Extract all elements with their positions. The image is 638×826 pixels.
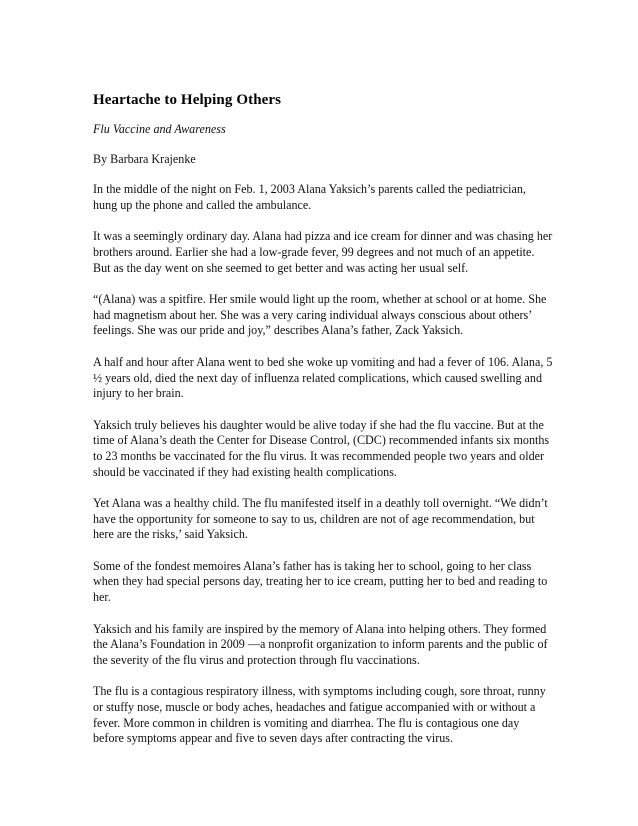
paragraph: Some of the fondest memoires Alana’s father has is taking her to school, going to her class when they had special persons day, treating her to ice cream, putting her to bed and reading to her. (93, 558, 548, 605)
paragraph: “(Alana) was a spitfire. Her smile would light up the room, whether at school or at home. She had magnetism about her. She was a very caring individual always conscious about others’ feelings. She was our pride and joy,” describes Alana’s father, Zack Yaksich. (93, 292, 547, 338)
document-page (93, 91, 553, 763)
paragraph: Yet Alana was a healthy child. The flu manifested itself in a deathly toll overnight. “We didn’t have the opportunity for someone to say to us, children are not of age recommendation, but here are the risks,’ said Yaksich. (93, 496, 548, 542)
paragraph: A half and hour after Alana went to bed she woke up vomiting and had a fever of 106. Alana, 5 ½ years old, died the next day of influenza related complications, which caused swelling and injury to her brain. (93, 354, 553, 401)
paragraph: Yaksich and his family are inspired by the memory of Alana into helping others. They formed the Alana’s Foundation in 2009 —a nonprofit organization to inform parents and the public of the severity of the flu virus and protection through flu vaccinations. (93, 621, 548, 667)
article-subtitle: Flu Vaccine and Awareness (93, 122, 226, 136)
paragraph: It was a seemingly ordinary day. Alana had pizza and ice cream for dinner and was chasing her brothers around. Earlier she had a low-grade fever, 99 degrees and not much of an appetite. But as the day went on she seemed to get better and was acting her usual self. (93, 229, 553, 275)
paragraph: The flu is a contagious respiratory illness, with symptoms including cough, sore throat, runny or stuffy nose, muscle or body aches, headaches and fatigue accompanied with or without a fever. More common in children is vomiting and diarrhea. The flu is contagious one day before symptoms appear and five to seven days after contracting the virus. (93, 684, 546, 746)
article-title: Heartache to Helping Others (93, 92, 282, 108)
paragraph: Yaksich truly believes his daughter would be alive today if she had the flu vaccine. But at the time of Alana’s death the Center for Disease Control, (CDC) recommended infants six months to 23 months be vaccinated for the flu virus. It was recommended people two years and older should be vaccinated if they had existing health complications. (93, 417, 550, 479)
article-byline: By Barbara Krajenke (93, 151, 196, 166)
paragraph: In the middle of the night on Feb. 1, 2003 Alana Yaksich’s parents called the pediatrician, hung up the phone and called the ambulance. (93, 182, 526, 212)
